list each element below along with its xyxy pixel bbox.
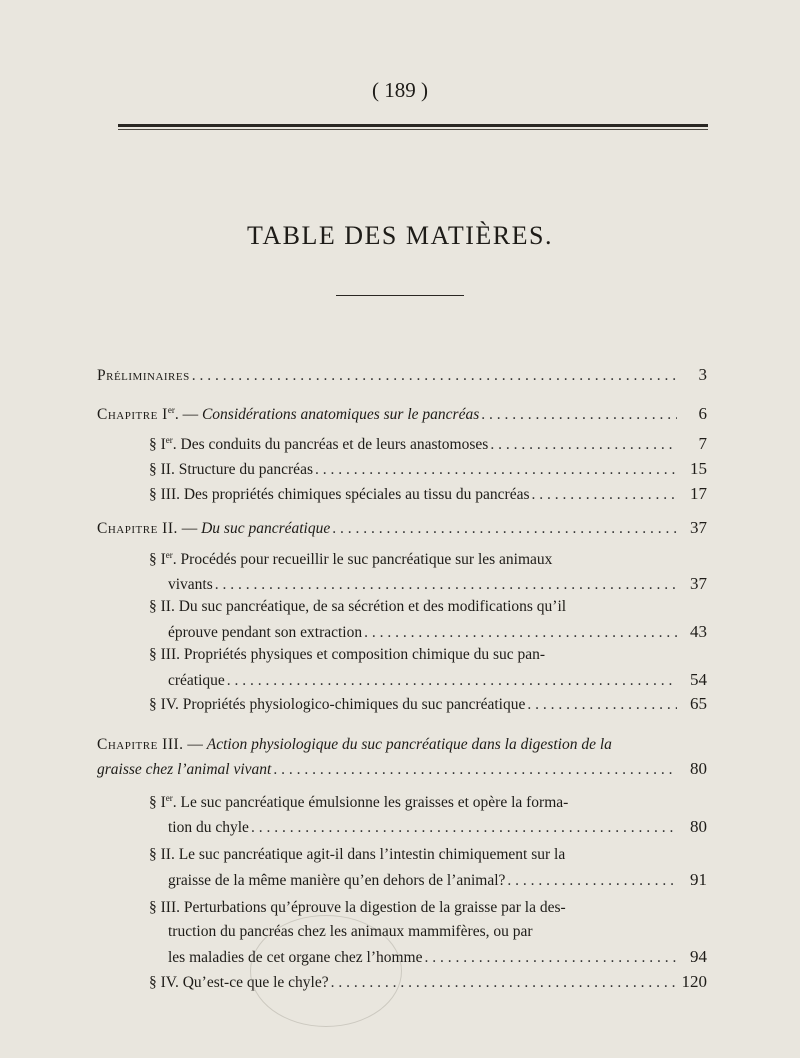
toc-entry-preliminaires: Préliminaires . . . 3: [97, 365, 707, 385]
dot-leader: [315, 461, 677, 479]
toc-entry-ch2-s1-line1: § Ier. Procédés pour recueillir le suc pancréatique sur les animaux: [149, 550, 553, 569]
page-ref: 15: [690, 459, 707, 478]
toc-entry-ch3-s2-line1: § II. Le suc pancréatique agit-il dans l’intestin chimiquement sur la: [149, 846, 566, 863]
page-number: ( 189 ): [372, 78, 428, 102]
page-ref: 6: [698, 404, 707, 423]
toc-entry-chapter-2: Chapitre II. — Du suc pancréatique . . . 37: [97, 518, 707, 538]
toc-entry-ch1-s1: § Ier. Des conduits du pancréas et de leurs anastomoses . . . 7: [149, 434, 707, 454]
toc-entry-ch2-s3-line1: § III. Propriétés physiques et composition chimique du suc pan-: [149, 646, 546, 663]
dot-leader: [332, 520, 677, 538]
page-ref: 7: [698, 434, 707, 453]
header-rule: [118, 124, 708, 127]
page-ref: 37: [690, 574, 707, 593]
page-ref: 54: [690, 670, 707, 689]
dot-leader: [425, 949, 678, 967]
page-ref: 91: [690, 870, 707, 889]
dot-leader: [227, 672, 677, 690]
header-rule-thin: [118, 129, 708, 130]
page-ref: 37: [690, 518, 707, 537]
toc-entry-ch1-s3: § III. Des propriétés chimiques spéciales au tissu du pancréas . . . 17: [149, 484, 707, 504]
faded-library-stamp: [250, 915, 402, 1027]
toc-entry-chapter-1: Chapitre Ier. — Considérations anatomiques sur le pancréas . . . 6: [97, 404, 707, 424]
toc-entry-ch2-s2: éprouve pendant son extraction . . . 43: [168, 622, 707, 642]
dot-leader: [490, 436, 677, 454]
toc-entry-ch3-s3-line2: truction du pancréas chez les animaux mammifères, ou par: [168, 923, 533, 940]
toc-entry-chapter-3: graisse chez l’animal vivant . . . 80: [97, 759, 707, 779]
chapter-title: Action physiologique du suc pancréatique dans la digestion de la: [206, 736, 612, 753]
toc-entry-ch3-s3: les maladies de cet organe chez l’homme . . . 94: [168, 947, 707, 967]
toc-entry-chapter-3-line1: Chapitre III. — Action physiologique du suc pancréatique dans la digestion de la: [97, 736, 612, 753]
toc-entry-ch2-s3: créatique . . . 54: [168, 670, 707, 690]
toc-entry-ch3-s3-line1: § III. Perturbations qu’éprouve la digestion de la graisse par la des-: [149, 899, 566, 916]
toc-entry-ch2-s2-line1: § II. Du suc pancréatique, de sa sécrétion et des modifications qu’il: [149, 598, 567, 615]
page-ref: 80: [690, 817, 707, 836]
page-ref: 94: [690, 947, 707, 966]
toc-entry-ch3-s2: graisse de la même manière qu’en dehors de l’animal? . . . 91: [168, 870, 707, 890]
dot-leader: [251, 819, 677, 837]
page-title: TABLE DES MATIÈRES.: [247, 221, 553, 250]
dot-leader: [507, 872, 677, 890]
dot-leader: [527, 696, 677, 714]
dot-leader: [273, 761, 677, 779]
title-rule: [336, 295, 464, 296]
chapter-title: Du suc pancréatique: [201, 520, 331, 537]
dot-leader: [215, 576, 677, 594]
toc-entry-ch1-s2: § II. Structure du pancréas . . . 15: [149, 459, 707, 479]
page-ref: 80: [690, 759, 707, 778]
toc-entry-ch3-s4: § IV. Qu’est-ce que le chyle? . . . 120: [149, 972, 707, 992]
dot-leader: [192, 367, 677, 385]
page-ref: 3: [698, 365, 707, 384]
page-ref: 17: [690, 484, 707, 503]
dot-leader: [532, 486, 678, 504]
page-ref: 120: [681, 972, 707, 991]
page-ref: 43: [690, 622, 707, 641]
toc-entry-ch3-s1: tion du chyle . . . 80: [168, 817, 707, 837]
page-ref: 65: [690, 694, 707, 713]
toc-entry-ch2-s4: § IV. Propriétés physiologico-chimiques du suc pancréatique . . . 65: [149, 694, 707, 714]
dot-leader: [481, 406, 677, 424]
dot-leader: [364, 624, 677, 642]
toc-entry-ch3-s1-line1: § Ier. Le suc pancréatique émulsionne les graisses et opère la forma-: [149, 793, 569, 812]
chapter-title: Considérations anatomiques sur le pancréas: [201, 406, 480, 423]
toc-entry-ch2-s1: vivants . . . 37: [168, 574, 707, 594]
